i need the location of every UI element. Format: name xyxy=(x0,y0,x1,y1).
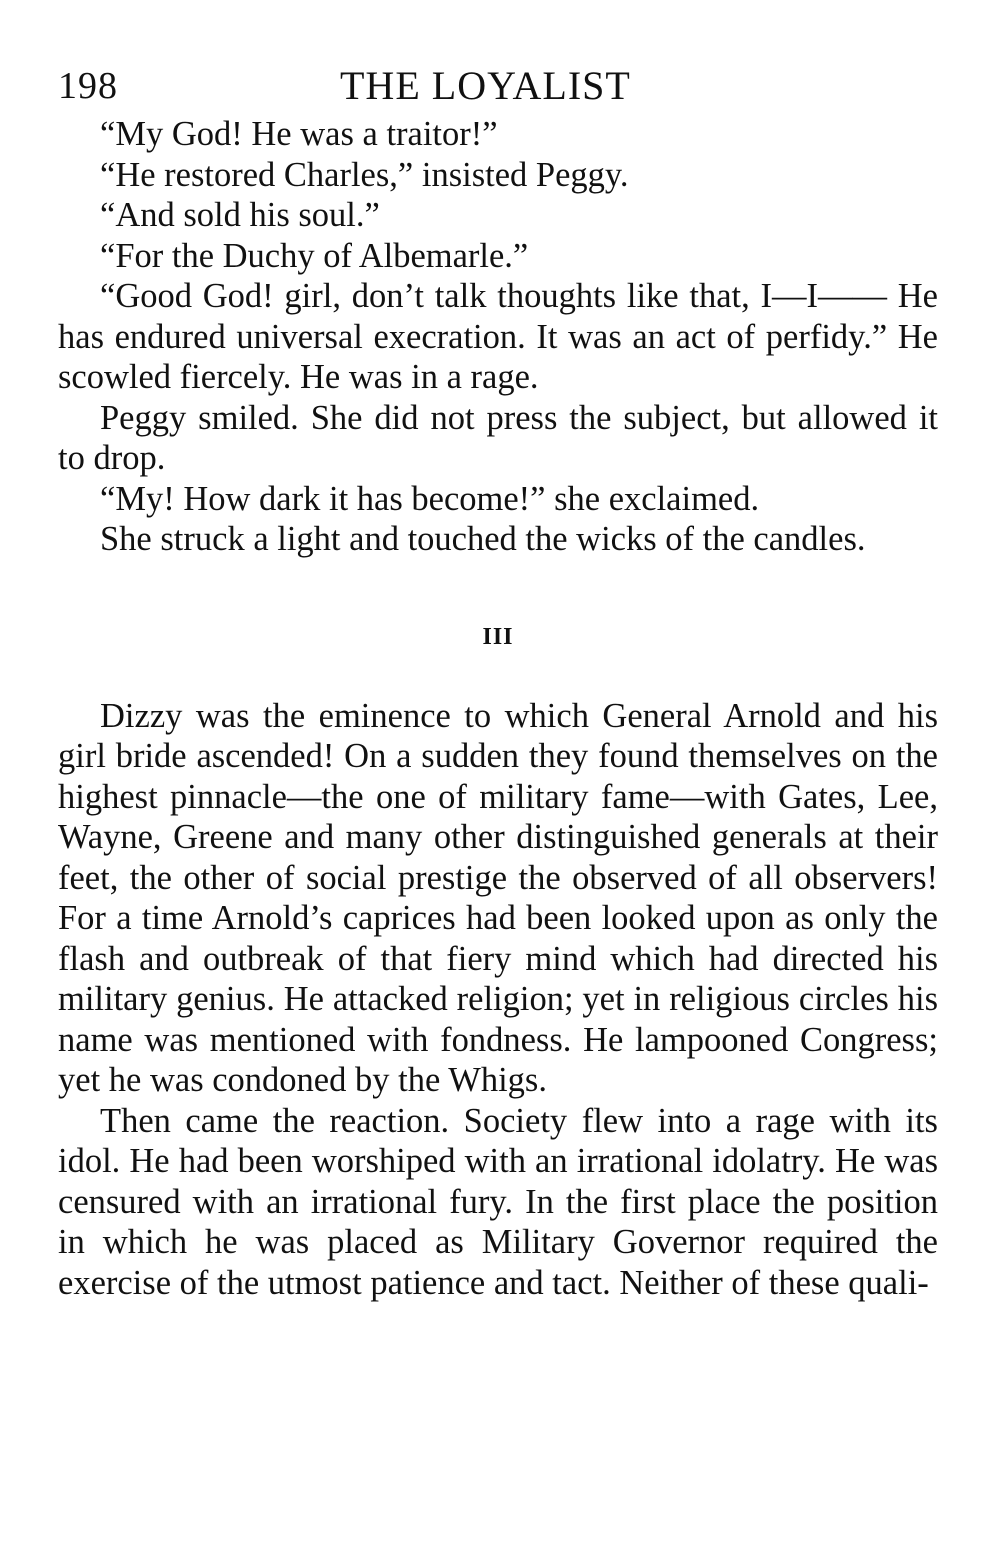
paragraph: Dizzy was the eminence to which General Arnold and his girl bride ascended! On a sudden they found themselves on the highest pinnacle—the one of military fame—with Gates, Lee, Wayne, Greene and many other distinguished generals at their feet, the other of social prestige the observed of all observers! For a time Arnold’s caprices had been looked upon as only the flash and outbreak of that fiery mind which had directed his military genius. He attacked religion; yet in religious circles his name was mentioned with fondness. He lampooned Congress; yet he was condoned by the Whigs. xyxy=(58,696,938,1099)
paragraph: “My! How dark it has become!” she exclaimed. xyxy=(100,479,760,518)
running-head xyxy=(58,58,938,114)
paragraph: She struck a light and touched the wicks of the candles. xyxy=(100,520,866,558)
section-heading: III xyxy=(482,623,514,650)
dialogue-section xyxy=(58,114,938,560)
book-title: THE LOYALIST xyxy=(340,63,631,108)
paragraph: “And sold his soul.” xyxy=(100,196,380,234)
page-number: 198 xyxy=(58,65,118,107)
paragraph: “He restored Charles,” insisted Peggy. xyxy=(100,155,629,194)
paragraph: Then came the reaction. Society flew into a rage with its idol. He had been worshiped with an irrational idolatry. He was censured with an irrational fury. In the first place the position in which he was placed as Military Governor required the exercise of the utmost patience and tact. Neither of these quali- xyxy=(58,1101,938,1302)
book-page xyxy=(58,58,938,1303)
paragraph: “Good God! girl, don’t talk thoughts like that, I—I—— He has endured universal execration. It was an act of perfidy.” He scowled fiercely. He was in a rage. xyxy=(58,277,938,396)
paragraph: “My God! He was a traitor!” xyxy=(100,115,498,153)
narrative-section xyxy=(58,696,938,1304)
paragraph: Peggy smiled. She did not press the subject, but allowed it to drop. xyxy=(58,398,938,477)
paragraph: “For the Duchy of Albemarle.” xyxy=(100,236,529,275)
